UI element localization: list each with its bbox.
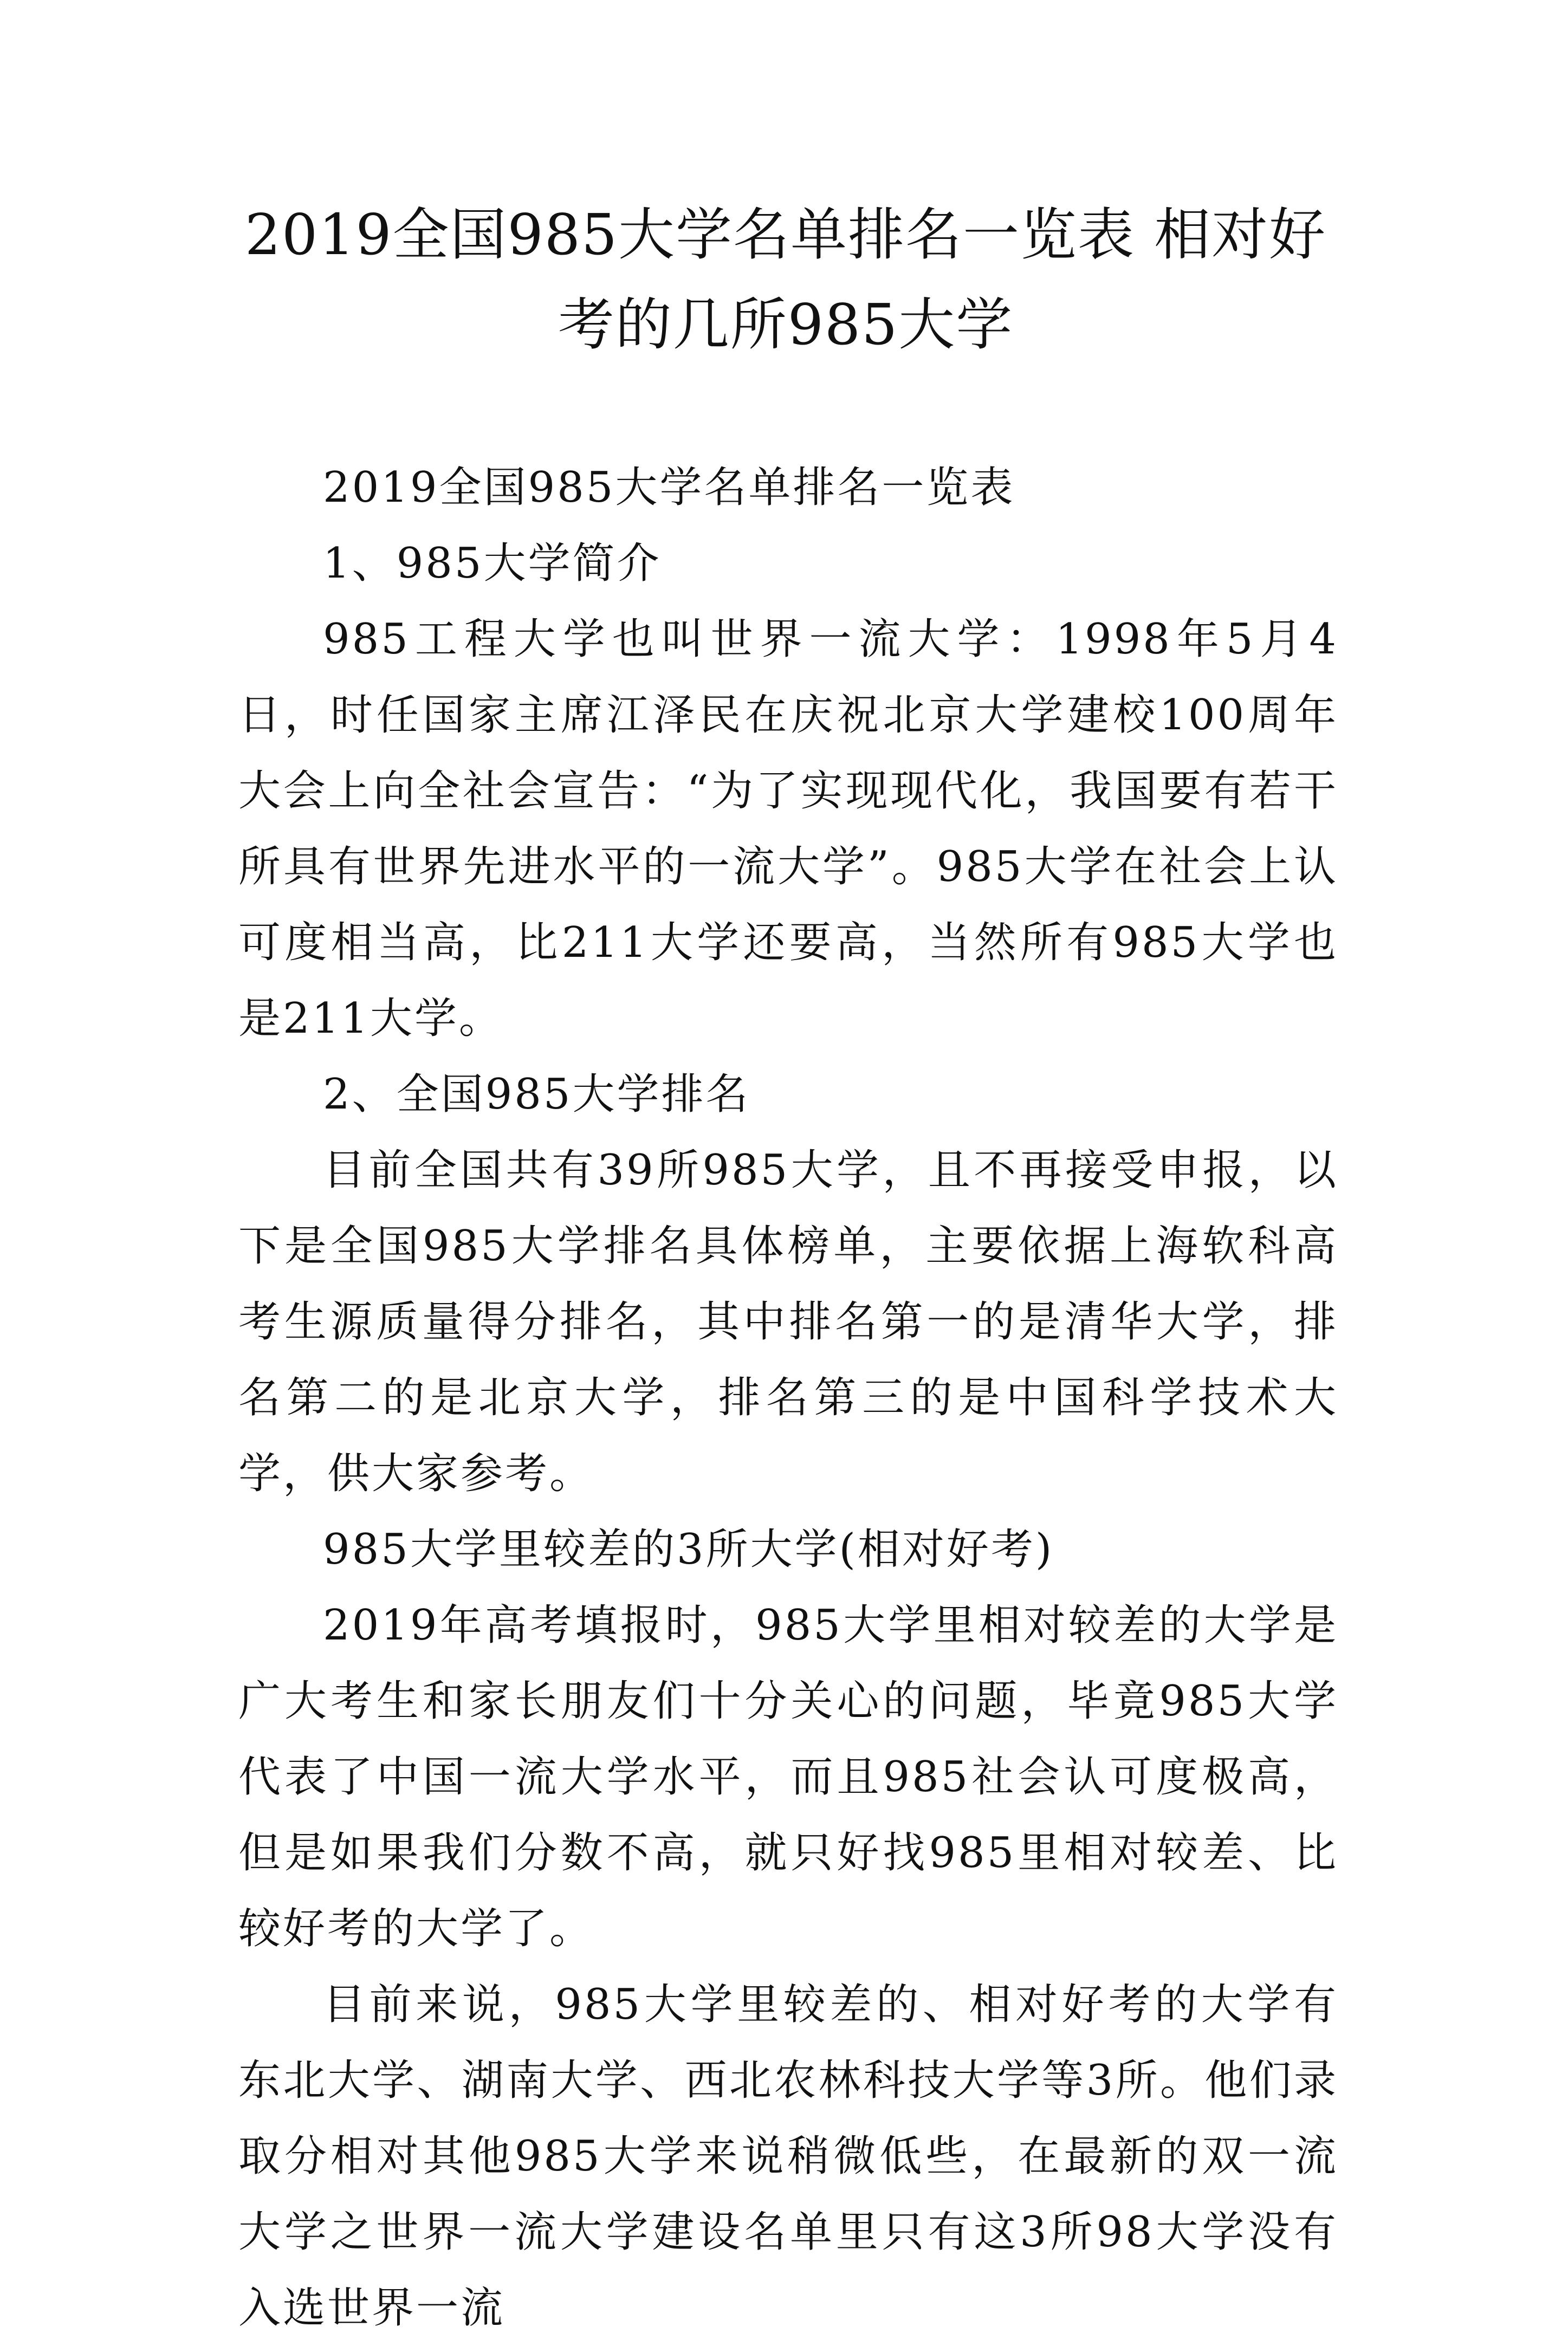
- paragraph-application-concern: 2019年高考填报时，985大学里相对较差的大学是广大考生和家长朋友们十分关心的问题，毕竟985大学代表了中国一流大学水平，而且985社会认可度极高，但是如果我们分数不高，就只好找985里相对较差、比较好考的大学了。: [238, 1601, 1338, 1953]
- paragraph-ranking-description: 目前全国共有39所985大学，且不再接受申报，以下是全国985大学排名具体榜单，主要依据上海软科高考生源质量得分排名，其中排名第一的是清华大学，排名第二的是北京大学，排名第三的是中国科学技术大学，供大家参考。: [238, 1146, 1338, 1498]
- document-body: [238, 450, 1338, 2346]
- paragraph-easier-universities-heading: 985大学里较差的3所大学(相对好考): [323, 1525, 1054, 1574]
- paragraph-list-heading: 2019全国985大学名单排名一览表: [323, 463, 1015, 512]
- paragraph-easier-universities-list: 目前来说，985大学里较差的、相对好考的大学有东北大学、湖南大学、西北农林科技大学等3所。他们录取分相对其他985大学来说稍微低些，在最新的双一流大学之世界一流大学建设名单里只有这3所98大学没有入选世界一流: [238, 1980, 1338, 2332]
- paragraph-section-2-heading: 2、全国985大学排名: [323, 1070, 750, 1119]
- document-title: 2019全国985大学名单排名一览表 相对好考的几所985大学: [244, 202, 1327, 358]
- paragraph-985-intro: 985工程大学也叫世界一流大学：1998年5月4日，时任国家主席江泽民在庆祝北京大学建校100周年大会上向全社会宣告：“为了实现现代化，我国要有若干所具有世界先进水平的一流大学”。985大学在社会上认可度相当高，比211大学还要高，当然所有985大学也是211大学。: [238, 615, 1338, 1043]
- paragraph-section-1-heading: 1、985大学简介: [323, 539, 662, 588]
